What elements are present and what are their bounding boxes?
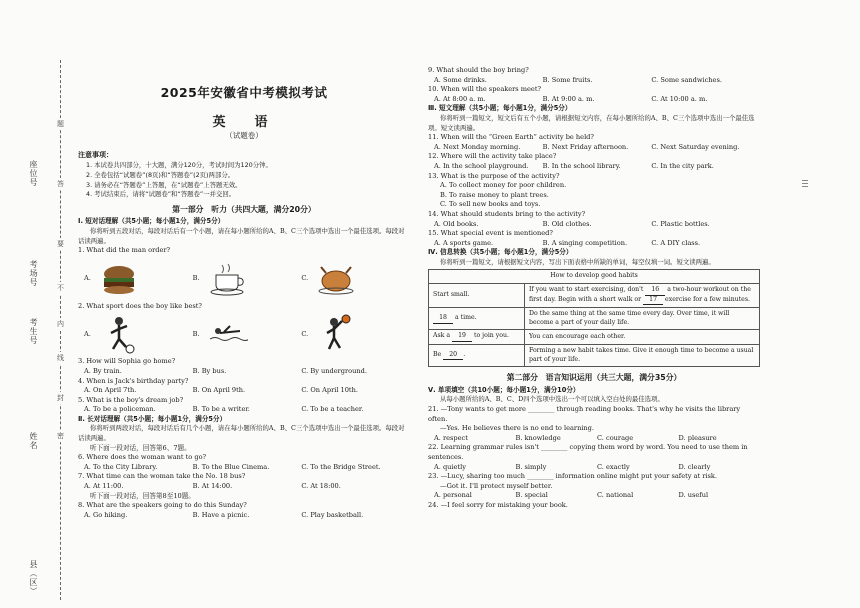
soccer-player-icon [99, 314, 139, 354]
swimmer-icon [208, 319, 248, 349]
table-title: How to develop good habits [429, 270, 760, 284]
table-row: 18 a time. Do the same thing at the same time every day. Over time, it will become a part of your daily life. [429, 308, 760, 330]
note-item: 3. 请务必在“答题卷”上答题，在“试题卷”上答题无效。 [86, 180, 242, 189]
question-23: 23. —Lucy, sharing too much ________ information online might put your safety at risk. [428, 472, 717, 481]
q3-options: A. By train. B. By bus. C. By underground. [84, 366, 367, 375]
seal-char: 封 [57, 394, 64, 402]
seal-char: 答 [57, 180, 64, 188]
question-22: 22. Learning grammar rules isn't ________ copying them word by word. You need to use them in sentences. [428, 443, 748, 461]
answer-blank-19[interactable]: 19 [452, 332, 472, 342]
picture-option: A. [84, 314, 193, 354]
listen-instruction: 听下面一段对话，回答第6、7题。 [90, 443, 191, 452]
q8-options: A. Go hiking. B. Have a picnic. C. Play basketball. [84, 510, 364, 519]
note-item: 2. 全卷包括“试题卷”(8页)和“答题卷”(2页)两部分。 [86, 170, 235, 179]
q21-options: A. respect B. knowledge C. courage D. pleasure [434, 433, 717, 442]
q15-options: A. A sports game. B. A singing competition. C. A DIY class. [434, 238, 701, 247]
question-7: 7. What time can the woman take the No. 18 bus? [78, 472, 246, 481]
binding-strip [28, 60, 72, 600]
seal-char: 不 [57, 284, 64, 292]
q23-options: A. personal B. special C. national D. useful [434, 491, 709, 500]
section2-instructions: 你将听到两段对话，每段对话后有几个小题，请在每小题所给的A、B、C三个选项中选出一个最佳选项。每段对话读两遍。 [78, 424, 405, 443]
section1-heading: Ⅰ. 短对话理解（共5小题；每小题1分，满分5分） [78, 217, 225, 226]
roast-chicken-icon [316, 261, 356, 297]
question-3: 3. How will Sophia go home? [78, 357, 176, 366]
q14-options: A. Old books. B. Old clothes. C. Plastic bottles. [434, 219, 710, 228]
coffee-cup-icon [208, 261, 248, 297]
q5-options: A. To be a policeman. B. To be a writer. C. To be a teacher. [84, 405, 364, 414]
left-column [78, 82, 410, 520]
section2-heading: Ⅱ. 长对话理解（共5小题；每小题1分，满分5分） [78, 414, 227, 423]
part2-heading: 第二部分 语言知识运用（共三大题，满分35分） [506, 373, 682, 383]
section5-heading: Ⅴ. 单项填空（共10小题；每小题1分，满分10分） [428, 385, 580, 394]
seal-char: 内 [57, 320, 64, 328]
question-9: 9. What should the boy bring? [428, 66, 529, 74]
hamburger-icon [99, 261, 139, 297]
picture-option: C. [301, 314, 410, 354]
question-1: 1. What did the man order? [78, 246, 171, 255]
q12-options: A. In the school playground. B. In the school library. C. In the city park. [434, 161, 714, 170]
listen-instruction: 听下面一段对话，回答第8至10题。 [90, 491, 195, 500]
part1-heading: 第一部分 听力（共四大题，满分20分） [172, 204, 316, 214]
question-12: 12. Where will the activity take place? [428, 152, 557, 161]
q10-options: A. At 8:00 a. m. B. At 9:00 a. m. C. At 10:00 a. m. [434, 94, 708, 103]
picture-option: C. [301, 261, 410, 297]
table-row: Ask a 19 to join you. You can encourage each other. [429, 330, 760, 345]
note-item: 4. 考试结束后，请将“试题卷”和“答题卷”一并交回。 [86, 190, 236, 199]
question-6: 6. Where does the woman want to go? [78, 453, 207, 462]
seat-number-label: 座位号 [29, 160, 38, 187]
picture-option: A. [84, 261, 193, 297]
q22-options: A. quietly B. simply C. exactly D. clearly [434, 462, 711, 471]
question-24: 24. —I feel sorry for mistaking your book. [428, 500, 568, 509]
seal-char: 题 [57, 120, 64, 128]
question-14: 14. What should students bring to the activity? [428, 209, 586, 218]
page-edge-marks [802, 180, 808, 189]
q1-picture-options [78, 256, 410, 302]
picture-option: B. [193, 319, 302, 349]
question-13: 13. What is the purpose of the activity? [428, 171, 560, 180]
q2-picture-options [78, 311, 410, 357]
q9-options: A. Some drinks. B. Some fruits. C. Some sandwiches. [434, 75, 722, 84]
seal-char: 要 [57, 240, 64, 248]
question-11: 11. When will the “Green Earth” activity be held? [428, 133, 594, 142]
right-column [428, 66, 760, 511]
q4-options: A. On April 7th. B. On April 9th. C. On April 10th. [84, 386, 358, 395]
q11-options: A. Next Monday morning. B. Next Friday afternoon. C. Next Saturday evening. [434, 142, 740, 151]
answer-blank-16[interactable]: 16 [645, 286, 665, 296]
habits-table [428, 269, 760, 367]
q6-options: A. To the City Library. B. To the Blue Cinema. C. To the Bridge Street. [84, 462, 381, 471]
county-label: 县（区） [29, 560, 38, 596]
q13-option: A. To collect money for poor children. [440, 181, 567, 190]
seal-char: 密 [57, 432, 64, 440]
section4-instructions: 你将听到一篇短文，请根据短文内容，写出下面表格中所缺的单词，每空仅填一词。短文读两遍。 [440, 257, 715, 266]
question-8: 8. What are the speakers going to do this Sunday? [78, 501, 247, 510]
q13-option: C. To sell new books and toys. [440, 200, 541, 209]
q7-options: A. At 11:00. B. At 14:00. C. At 18:00. [84, 482, 341, 491]
name-label: 姓名 [29, 432, 38, 450]
exam-title: 2025年安徽省中考模拟考试 [160, 85, 328, 100]
section3-heading: Ⅲ. 短文理解（共5小题；每小题1分，满分5分） [428, 104, 572, 113]
question-15: 15. What special event is mentioned? [428, 229, 553, 238]
picture-option: B. [193, 261, 302, 297]
seal-char: 线 [57, 354, 64, 362]
question-2: 2. What sport does the boy like best? [78, 301, 202, 310]
candidate-number-label: 考生号 [29, 318, 38, 345]
question-21-reply: —Yes. He believes there is no end to learning. [440, 424, 594, 433]
basketball-player-icon [316, 314, 356, 354]
table-row: Be 20 . Forming a new habit takes time. Give it enough time to become a usual part of your life. [429, 345, 760, 367]
answer-blank-20[interactable]: 20 [443, 351, 463, 361]
answer-blank-17[interactable]: 17 [643, 296, 663, 306]
section3-instructions: 你将听到一篇短文，短文后有五个小题，请根据短文内容，在每小题所给的A、B、C三个选项中选出一个最佳选项。短文读两遍。 [428, 113, 755, 132]
table-row: Start small. If you want to start exercising, don't 16 a two-hour workout on the first day. Begin with a short walk or 17 exercise for a few minutes. [429, 284, 760, 308]
note-item: 1. 本试卷共四部分，十大题，满分120分，考试时间为120分钟。 [86, 161, 272, 170]
question-5: 5. What is the boy's dream job? [78, 395, 184, 404]
section5-instructions: 从每小题所给的A、B、C、D四个选项中选出一个可以填入空白处的最佳选项。 [440, 395, 664, 404]
section1-instructions: 你将听到五段对话，每段对话后有一个小题，请在每小题所给的A、B、C三个选项中选出一个最佳选项。每段对话读两遍。 [78, 226, 405, 245]
subject-title: 英 语 [212, 114, 276, 130]
answer-blank-18[interactable]: 18 [433, 314, 453, 324]
question-4: 4. When is Jack's birthday party? [78, 376, 189, 385]
question-23-reply: —Got it. I'll protect myself better. [440, 481, 553, 490]
exam-room-label: 考场号 [29, 260, 38, 287]
question-21: 21. —Tony wants to get more ________ through reading books. That's why he visits the library often. [428, 405, 741, 423]
notes-title: 注意事项： [78, 150, 113, 159]
question-10: 10. When will the speakers meet? [428, 85, 542, 94]
q13-option: B. To raise money to plant trees. [440, 190, 549, 199]
section4-heading: Ⅳ. 信息转换（共5小题；每小题1分，满分5分） [428, 248, 573, 257]
paper-type: （试题卷） [225, 131, 263, 141]
